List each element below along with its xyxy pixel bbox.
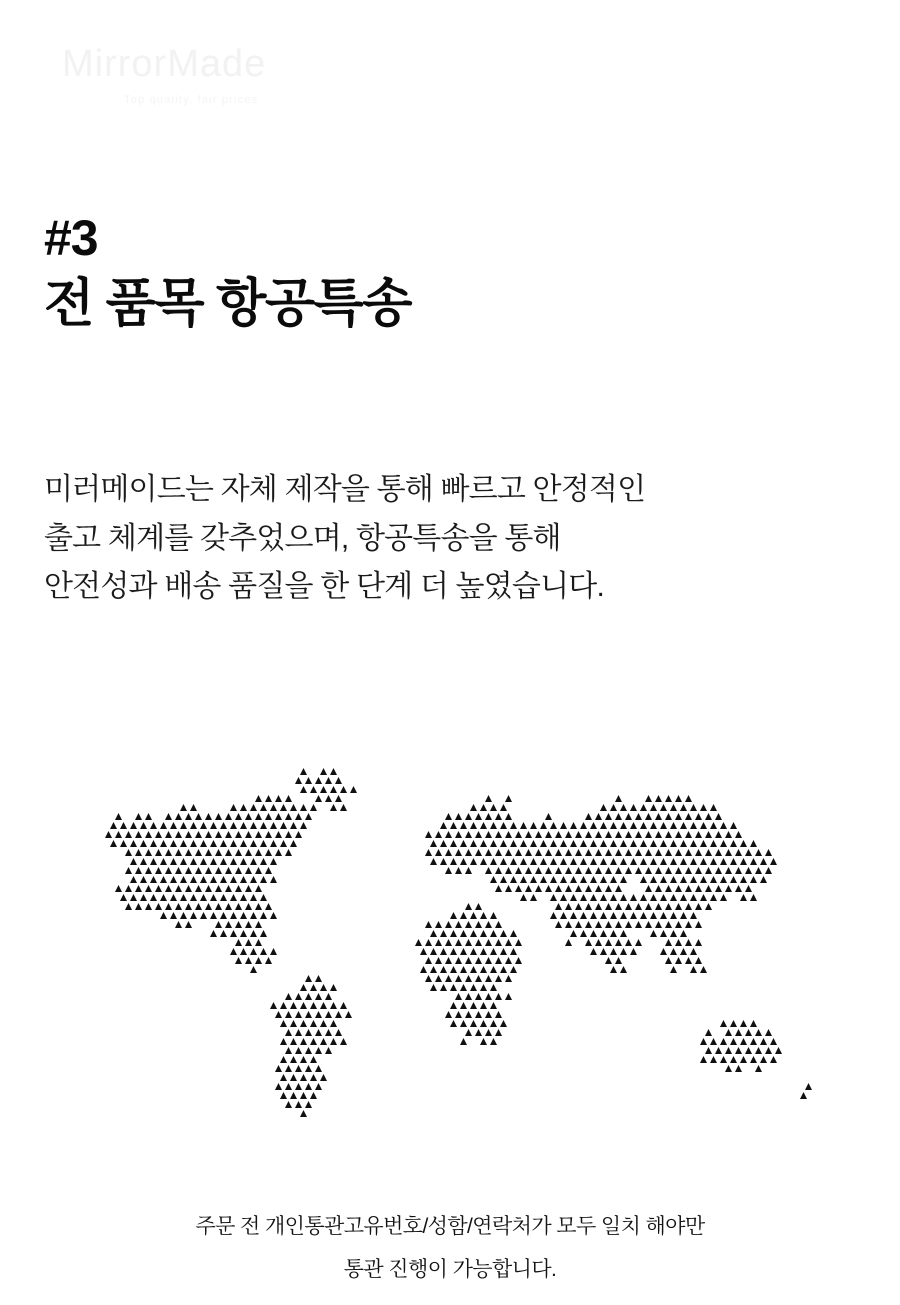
headline-block — [44, 212, 856, 334]
watermark-brand-text: MirrorMade — [62, 43, 267, 85]
body-copy-block — [44, 466, 874, 612]
body-line: 안전성과 배송 품질을 한 단계 더 높였습니다. — [44, 570, 604, 604]
headline-number: #3 — [44, 210, 98, 266]
footnote-line: 통관 진행이 가능합니다. — [343, 1258, 557, 1282]
footnote-line: 주문 전 개인통관고유번호/성함/연락처가 모두 일치 해야만 — [195, 1215, 705, 1238]
footnote-block — [0, 1205, 900, 1291]
world-map-svg — [55, 735, 845, 1135]
page-title: 전 품목 항공특송 — [44, 274, 412, 333]
watermark-tagline-text: Top quality, fair prices — [124, 93, 259, 106]
world-map-graphic — [0, 735, 900, 1155]
body-line: 출고 체계를 갖추었으며, 항공특송을 통해 — [44, 521, 561, 555]
brand-watermark — [62, 44, 362, 106]
body-line: 미러메이드는 자체 제작을 통해 빠르고 안정적인 — [44, 473, 646, 506]
